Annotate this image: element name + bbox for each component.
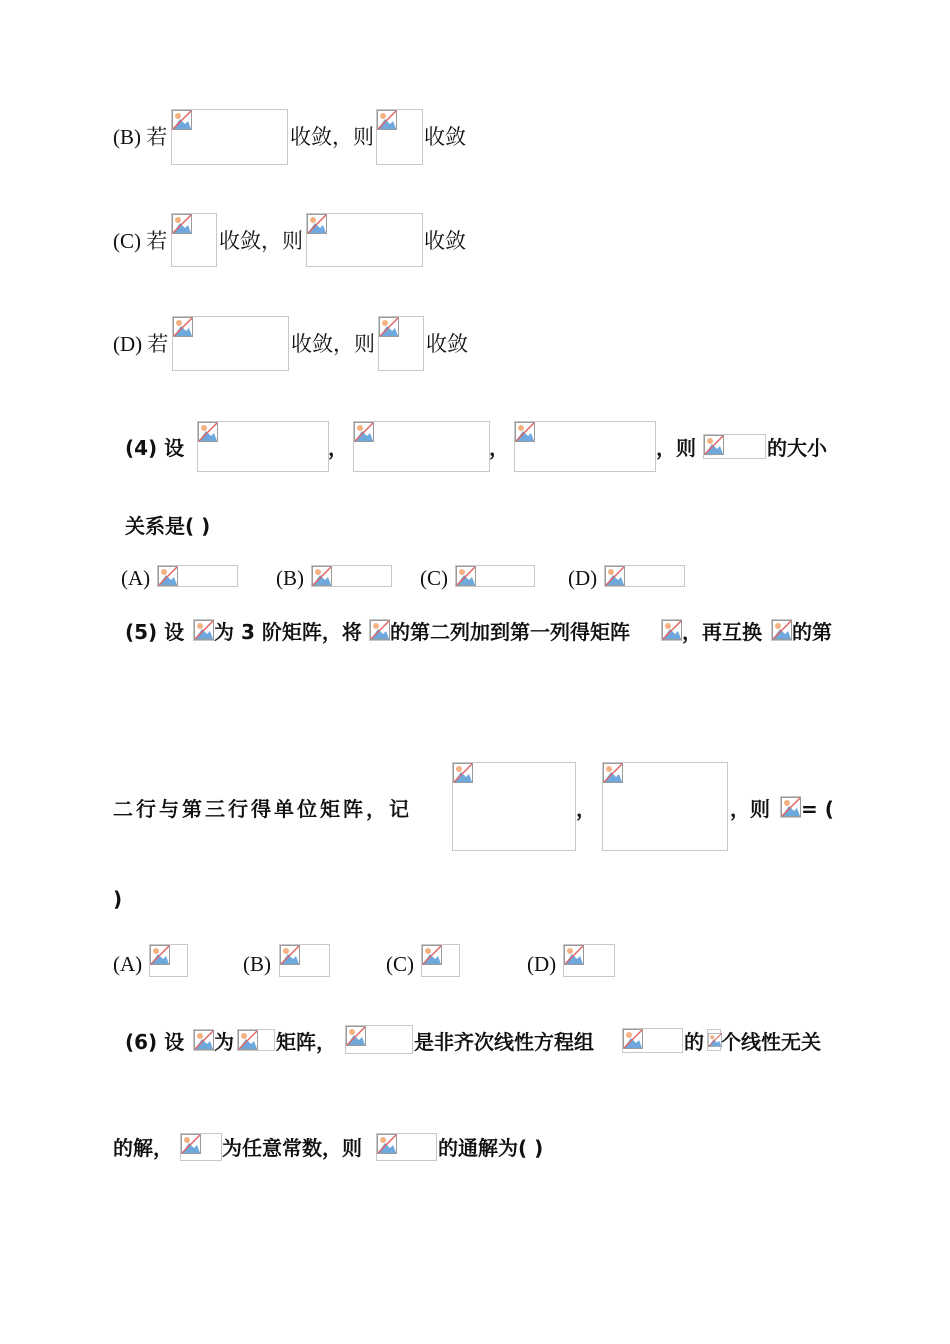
formula-image [369,619,390,641]
formula-image [193,1029,214,1051]
broken-image-icon [312,566,332,586]
formula-image [171,109,288,165]
option-c-label: (C) 若 [113,229,168,253]
q4-option-a: (A) [121,566,151,590]
q6-text-5: 个线性无关 [721,1030,821,1054]
formula-image [193,619,214,641]
q4-option-c: (C) [420,566,448,590]
option-d-end: 收敛 [426,332,468,356]
q4-then: ，则 [656,436,696,460]
q4-prefix: (4) 设 [125,436,185,460]
broken-image-icon [379,317,399,337]
formula-image [378,316,424,371]
formula-image [345,1025,413,1054]
q5-option-c: (C) [386,952,414,976]
formula-image [622,1028,683,1053]
formula-image [180,1133,222,1161]
q5-comma: ， [576,797,596,821]
broken-image-icon [605,566,625,586]
formula-image [563,944,615,977]
option-c-end: 收敛 [424,229,466,253]
broken-image-icon [377,1134,397,1154]
formula-image [455,565,535,587]
q5-text-2: 的第二列加到第一列得矩阵 [390,620,630,644]
broken-image-icon [422,945,442,965]
formula-image [172,316,289,371]
q4-option-b: (B) [276,566,304,590]
q5-close: ) [113,887,123,911]
broken-image-icon [172,214,192,234]
q5-line2: 二行与第三行得单位矩阵，记 [113,797,412,821]
broken-image-icon [704,435,724,455]
broken-image-icon [781,797,801,817]
formula-image [157,565,238,587]
formula-image [452,762,576,851]
formula-image [421,944,460,977]
q5-option-b: (B) [243,952,271,976]
broken-image-icon [708,1030,722,1050]
formula-image [171,213,217,267]
option-c-mid: 收敛，则 [219,229,303,253]
broken-image-icon [354,422,374,442]
formula-image [237,1029,275,1051]
q5-option-d: (D) [527,952,557,976]
formula-image [376,109,423,165]
broken-image-icon [453,763,473,783]
broken-image-icon [377,110,397,130]
q6-text-3: 是非齐次线性方程组 [414,1030,594,1054]
formula-image [771,619,792,641]
formula-image [353,421,490,472]
q5-text-4: 的第 [792,620,832,644]
broken-image-icon [172,110,192,130]
q5-text-1: 为 3 阶矩阵，将 [214,620,362,644]
q4-line2: 关系是( ) [125,514,211,538]
formula-image [661,619,682,641]
formula-image [514,421,656,472]
formula-image [703,434,766,459]
formula-image [780,796,801,818]
q5-option-a: (A) [113,952,143,976]
formula-image [604,565,685,587]
q5-eq: = ( [801,797,834,821]
formula-image [306,213,423,267]
broken-image-icon [150,945,170,965]
formula-image [311,565,392,587]
broken-image-icon [370,620,390,640]
formula-image [279,944,330,977]
broken-image-icon [194,620,214,640]
broken-image-icon [603,763,623,783]
q6-text-2: 矩阵， [276,1030,336,1054]
q6-text-1: 为 [214,1030,234,1054]
q6-text-4: 的 [684,1030,704,1054]
q6-prefix: (6) 设 [125,1030,185,1054]
formula-image [376,1133,437,1161]
broken-image-icon [280,945,300,965]
broken-image-icon [158,566,178,586]
broken-image-icon [623,1029,643,1049]
option-d-label: (D) 若 [113,332,169,356]
broken-image-icon [772,620,792,640]
q5-text-3: ，再互换 [682,620,762,644]
option-b-end: 收敛 [424,125,466,149]
formula-image [197,421,329,472]
q6-line2-c: 的通解为( ) [438,1136,544,1160]
q5-prefix: (5) 设 [125,620,185,644]
option-b-label: (B) 若 [113,125,168,149]
q4-comma: ， [489,436,509,460]
broken-image-icon [238,1030,258,1050]
q5-then: ，则 [730,797,770,821]
broken-image-icon [456,566,476,586]
broken-image-icon [515,422,535,442]
formula-image [707,1029,721,1051]
broken-image-icon [346,1026,366,1046]
q4-tail: 的大小 [767,436,827,460]
q4-option-d: (D) [568,566,598,590]
broken-image-icon [198,422,218,442]
broken-image-icon [564,945,584,965]
formula-image [149,944,188,977]
option-d-mid: 收敛，则 [291,332,375,356]
formula-image [602,762,728,851]
q6-line2-b: 为任意常数，则 [222,1136,362,1160]
broken-image-icon [662,620,682,640]
q6-line2-a: 的解， [113,1136,173,1160]
broken-image-icon [194,1030,214,1050]
broken-image-icon [181,1134,201,1154]
q4-comma: ， [328,436,348,460]
broken-image-icon [173,317,193,337]
option-b-mid: 收敛，则 [290,125,374,149]
broken-image-icon [307,214,327,234]
